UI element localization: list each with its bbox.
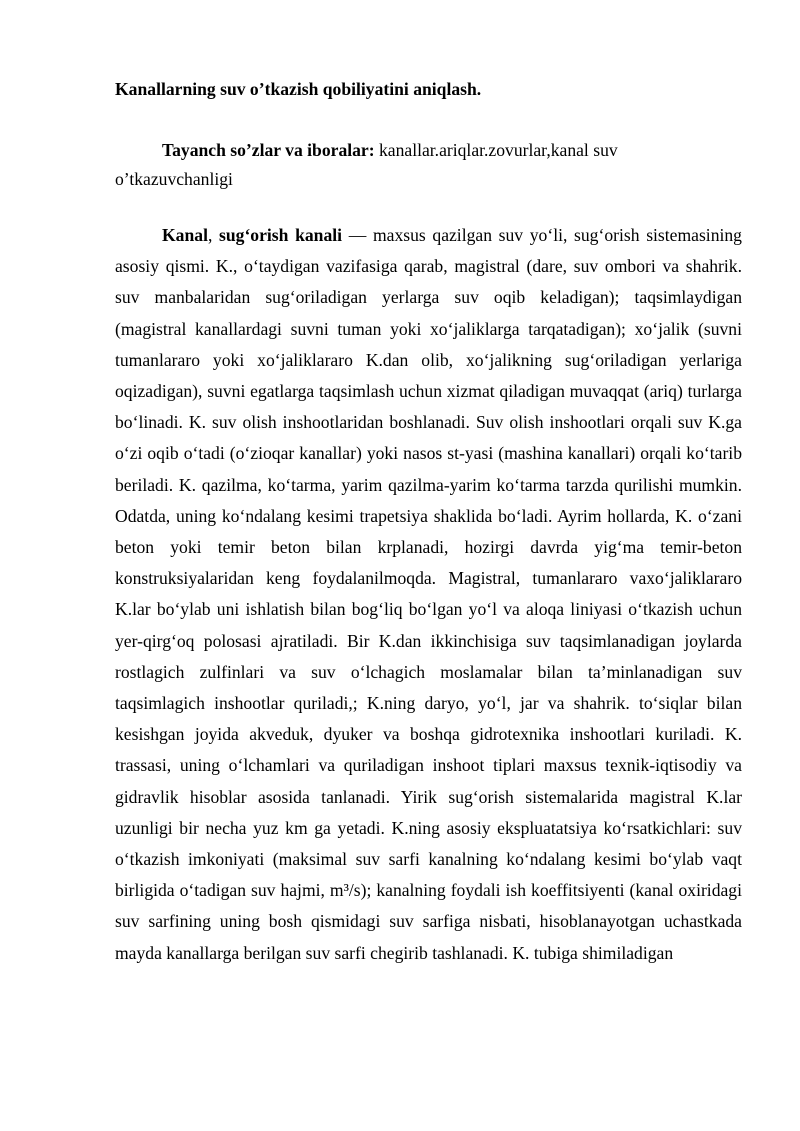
- term-kanal: Kanal: [162, 225, 208, 245]
- body-paragraph: [115, 220, 742, 969]
- term-sugorish-kanali: sug‘orish kanali: [219, 225, 343, 245]
- keywords-label: Tayanch so’zlar va iboralar:: [162, 140, 375, 160]
- term-separator: ,: [207, 225, 220, 245]
- keywords-text: kanallar.ariqlar.zovurlar,kanal suv o’tkazuvchanligi: [115, 140, 618, 189]
- keywords-paragraph: [115, 136, 675, 194]
- body-text: — maxsus qazilgan suv yo‘li, sug‘orish sistemasining asosiy qismi. K., o‘taydigan vazifasiga qarab, magistral (dare, suv ombori va shahrik. suv manbalaridan sug‘oriladigan yerlarga suv oqib keladigan); taqsimlaydigan (magistral kanallardagi suvni tuman yoki xo‘jaliklarga tarqatadigan); xo‘jalik (suvni tumanlararo yoki xo‘jaliklararo K.dan olib, xo‘jalikning sug‘oriladigan yerlariga oqizadigan), suvni egatlarga taqsimlash uchun xizmat qiladigan muvaqqat (ariq) turlarga bo‘linadi. K. suv olish inshootlaridan boshlanadi. Suv olish inshootlari orqali suv K.ga o‘zi oqib o‘tadi (o‘zioqar kanallar) yoki nasos st-yasi (mashina kanallari) orqali ko‘tarib beriladi. K. qazilma, ko‘tarma, yarim qazilma-yarim ko‘tarma tarzda qurilishi mumkin. Odatda, uning ko‘ndalang kesimi trapetsiya shaklida bo‘ladi. Ayrim hollarda, K. o‘zani beton yoki temir beton bilan krplanadi, hozirgi davrda yig‘ma temir-beton konstruksiyalaridan keng foydalanilmoqda. Magistral, tumanlararo vaxo‘jaliklararo K.lar bo‘ylab uni ishlatish bilan bog‘liq bo‘lgan yo‘l va aloqa liniyasi o‘tkazish uchun yer-qirg‘oq polosasi ajratiladi. Bir K.dan ikkinchisiga suv taqsimlanadigan joylarda rostlagich zulfinlari va suv o‘lchagich moslamalar bilan ta’minlanadigan suv taqsimlagich inshootlar quriladi,; K.ning daryo, yo‘l, jar va shahrik. to‘siqlar bilan kesishgan joyida akveduk, dyuker va boshqa gidrotexnika inshootlari kuriladi. K. trassasi, uning o‘lchamlari va quriladigan inshoot tiplari maxsus texnik-iqtisodiy va gidravlik hisoblar asosida tanlanadi. Yirik sug‘orish sistemalarida magistral K.lar uzunligi bir necha yuz km ga yetadi. K.ning asosiy ekspluatatsiya ko‘rsatkichlari: suv o‘tkazish imkoniyati (maksimal suv sarfi kanalning ko‘ndalang kesimi bo‘ylab vaqt birligida o‘tadigan suv hajmi, m³/s); kanalning foydali ish koeffitsiyenti (kanal oxiridagi suv sarfining uning bosh qismidagi suv sarfiga nisbati, hisoblanayotgan uchastkada mayda kanallarga berilgan suv sarfi chegirib tashlanadi. K. tubiga shimiladigan: [115, 225, 742, 963]
- document-title: Kanallarning suv o’tkazish qobiliyatini aniqlash.: [115, 79, 482, 99]
